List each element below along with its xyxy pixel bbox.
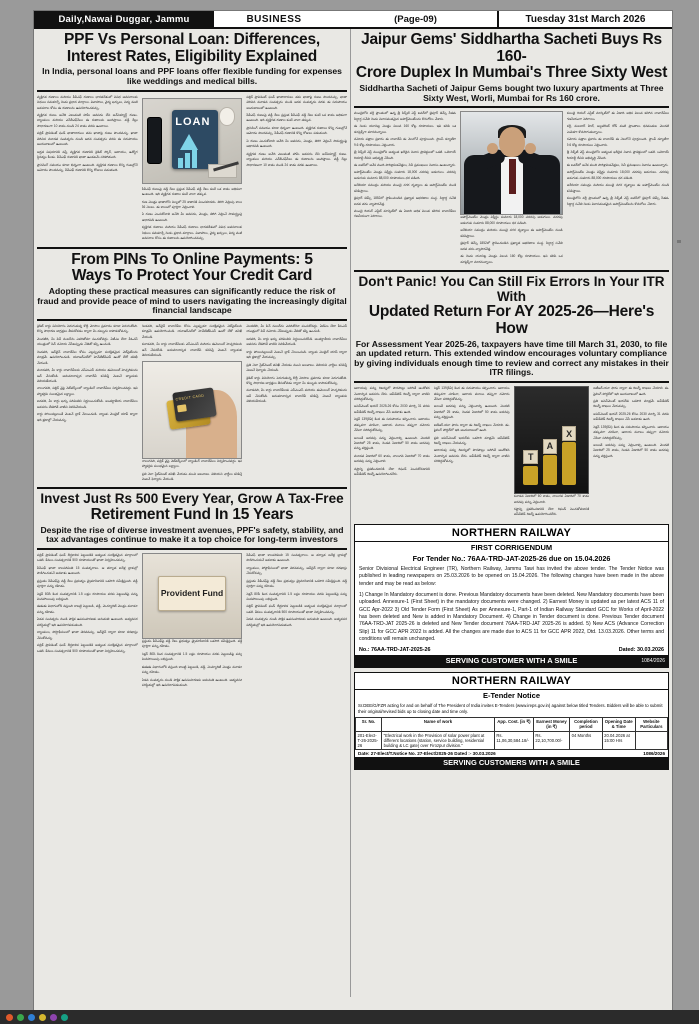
- left-column: [34, 29, 351, 997]
- jg-subhead: Siddhartha Sacheti of Jaipur Gems bought two luxury apartments at Three Sixty West, Worli, Mumbai for Rs 160 crore.: [359, 83, 664, 103]
- itr-headline-line1: Don't Panic! You Can Still Fix Errors In Your ITR With: [354, 275, 669, 304]
- cc-body-col3: మొదటిది, మీ పిన్ నంబర్‌ను ఎవరితోనూ పంచుకోవద్దు. ఏటీఎం లేదా పీఓఎస్ యంత్రంలో పిన్ నమోదు చేసేటప్పుడు చేతితో కప్పి ఉంచండి. ఐదవది, మీ కార్డు ఖర్చు పరిమితిని నిర్ణయించుకోండి. అంతర్జాతీయ లావాదేవీలు అవసరం లేకపోతే వాటిని నిలిపివేయండి. కార్డు పోయినట్లయితే వెంటనే బ్లాక్ చేయించండి. బ్యాంకు మొబైల్ యాప్ ద్వారా ఇది క్షణాల్లో చేయవచ్చు. ప్రతి నెలా స్టేట్‌మెంట్ తనిఖీ చేయడం మంచి అలవాటు. తెలియని ఛార్జీలు కనిపిస్తే వెంటనే ఫిర్యాదు చేయండి. క్రెడిట్ కార్డు వినియోగం పెరుగుతున్న కొద్దీ మోసాల ప్రమాదం కూడా పెరుగుతోంది. కొన్ని సాధారణ జాగ్రత్తలు తీసుకోవడం ద్వారా మీ డబ్బును కాపాడుకోవచ్చు. మూడవది, మీ కార్డు లావాదేవీలకు ఎస్ఎంఎస్ మరియు ఈమెయిల్ హెచ్చరికలను ఆన్ చేసుకోండి. అనుమానాస్పద లావాదేవీ కనిపిస్తే వెంటనే బ్యాంకుకు తెలియజేయండి.: [246, 324, 348, 404]
- pf-body-col1: పబ్లిక్ ప్రావిడెంట్ ఫండ్ దీర్ఘకాలిక పెట్టుబడికి అత్యంత సురక్షితమైన మార్గాలలో ఒకటి. కేవలం సంవత్సరానికి 500 రూపాయలతో ఖాతా నిర్వహించవచ్చు. పీపీఎఫ్ ఖాతా కాలపరిమితి 15 సంవత్సరాలు. ఆ తర్వాత ఐదేళ్ల బ్లాకుల్లో పొడిగించుకునే అవకాశం ఉంటుంది. ప్రస్తుతం పీపీఎఫ్‌పై వడ్డీ రేటు ప్రభుత్వం త్రైమాసికానికి ఒకసారి సమీక్షిస్తుంది. వడ్డీ పూర్తిగా పన్ను రహితం. సెక్షన్ 80సీ కింద సంవత్సరానికి 1.5 లక్షల రూపాయల వరకు పెట్టుబడిపై పన్ను మినహాయింపు లభిస్తుంది. ఈఈఈ విభాగంలోకి వస్తుంది కాబట్టి పెట్టుబడి, వడ్డీ, మెచ్యూరిటీ మొత్తం మూడూ పన్ను రహితం. ఏడవ సంవత్సరం నుండి పాక్షిక ఉపసంహరణకు అనుమతి ఉంటుంది. అత్యవసర పరిస్థితుల్లో ఇది ఉపయోగపడుతుంది. బ్యాంకులు, పోస్టాఫీసులలో ఖాతా తెరవవచ్చు. ఆన్‌లైన్ ద్వారా కూడా దరఖాస్తు చేసుకోవచ్చు. పబ్లిక్ ప్రావిడెంట్ ఫండ్ దీర్ఘకాలిక పెట్టుబడికి అత్యంత సురక్షితమైన మార్గాలలో ఒకటి. కేవలం సంవత్సరానికి 500 రూపాయలతో ఖాతా నిర్వహించవచ్చు.: [37, 552, 138, 653]
- th-website-particulars: Website Particulars: [635, 717, 667, 731]
- scroll-indicator[interactable]: [677, 240, 681, 243]
- notice1-footer-code: 1084/2026: [641, 657, 665, 664]
- article-jaipur-gems-duplex: [354, 32, 669, 267]
- cell-sr-no: 201-Elect-T-26-2025-26: [356, 731, 382, 749]
- notice2-footer-text: SERVING CUSTOMERS WITH A SMILE: [443, 758, 580, 768]
- coin-stack-2: [543, 455, 558, 485]
- th-sr-no: Sr. No.: [356, 717, 382, 731]
- article-credit-card-protection: [37, 252, 347, 485]
- notice1-tender-no: For Tender No.: 76AA-TRD-JAT-2025-26 due on 15.04.2026: [412, 553, 611, 563]
- notice2-intro: Sr.DEE/G/FZR acting for and on behalf of The President of India invites E-Tenders (www.ireps.gov.in) against below titled Tenders. Bidders will be able to submit their original/revised bids up to closing date and time only.: [358, 702, 663, 714]
- notice1-points: 1) Change In Mandatory document is done. Previous Mandatory documents have been deleted. New Mandatory documents have been uploaded. Annexure-1 (First Sheet) in the mandatory documents were changed. 2) Earnest Money is updated as per latest ACS 11 of GCC Apr-2022 3) Old Tender Form (First Sheet) As per Annexure-1, Part-1 of Indian Railway Standard GCC for Works of April-2022 has been deleted and New is added in Mandatory Document. 4) Change in Tender document is done. Previous Tender document 76AA-TRD-JAT 2025-26 is deleted and New Tender document 76AA-TRD-JAT 2025-26 is added. 5) New ACS (Advance Correction Slip) 11 for GCC APR 2022 is added. All the changes are made due to ACS 11 for GCC APR 2022, Dtd. 13.03.2026. Other terms and conditions will remain unchanged.: [359, 591, 664, 643]
- notice1-date: Dated: 30.03.2026: [618, 646, 664, 653]
- card-chip-icon: [178, 405, 188, 413]
- pf-subhead: Despite the rise of diverse investment avenues, PPF's safety, stability, and tax advantages continue to make it a top choice for long-term investors: [40, 524, 344, 545]
- taskbar-app-icon-3[interactable]: [28, 1014, 35, 1021]
- article-ppf-retirement-fund: [37, 492, 347, 690]
- cell-completion-period: 04 Months: [570, 731, 603, 749]
- cc-body-col1: క్రెడిట్ కార్డు వినియోగం పెరుగుతున్న కొద్దీ మోసాల ప్రమాదం కూడా పెరుగుతోంది. కొన్ని సాధారణ జాగ్రత్తలు తీసుకోవడం ద్వారా మీ డబ్బును కాపాడుకోవచ్చు. మొదటిది, మీ పిన్ నంబర్‌ను ఎవరితోనూ పంచుకోవద్దు. ఏటీఎం లేదా పీఓఎస్ యంత్రంలో పిన్ నమోదు చేసేటప్పుడు చేతితో కప్పి ఉంచండి. రెండవది, ఆన్‌లైన్ లావాదేవీల కోసం ఎల్లప్పుడూ సురక్షితమైన వెబ్‌సైట్‌లను మాత్రమే ఉపయోగించండి. యూఆర్‌ఎల్‌లో హెచ్‌టీటీపీఎస్ ఉందో లేదో తనిఖీ చేయండి. మూడవది, మీ కార్డు లావాదేవీలకు ఎస్ఎంఎస్ మరియు ఈమెయిల్ హెచ్చరికలను ఆన్ చేసుకోండి. అనుమానాస్పద లావాదేవీ కనిపిస్తే వెంటనే బ్యాంకుకు తెలియజేయండి. నాలుగవది, పబ్లిక్ వైఫై నెట్‌వర్క్‌లలో బ్యాంకింగ్ లావాదేవీలు నిర్వహించవద్దు. ఇవి హ్యాకర్లకు సులభమైన లక్ష్యాలు. ఐదవది, మీ కార్డు ఖర్చు పరిమితిని నిర్ణయించుకోండి. అంతర్జాతీయ లావాదేవీలు అవసరం లేకపోతే వాటిని నిలిపివేయండి. కార్డు పోయినట్లయితే వెంటనే బ్లాక్ చేయించండి. బ్యాంకు మొబైల్ యాప్ ద్వారా ఇది క్షణాల్లో చేయవచ్చు.: [37, 324, 138, 422]
- notice1-footer: [355, 655, 668, 667]
- th-name-of-work: Name of work: [382, 717, 495, 731]
- notice1-subtitle: FIRST CORRIGENDUM: [470, 542, 553, 552]
- issue-date: Tuesday 31st March 2026: [497, 11, 672, 27]
- itr-headline-line2: Updated Return For AY 2025-26—Here's How: [354, 304, 669, 337]
- notice1-title: NORTHERN RAILWAY: [355, 525, 668, 542]
- northern-railway-corrigendum-notice: [354, 524, 669, 668]
- jg-headline-line1: Jaipur Gems' Siddhartha Sacheti Buys Rs 160-: [354, 32, 669, 65]
- notice2-footer: [355, 757, 668, 769]
- pf-headline-line1: Invest Just Rs 500 Every Year, Grow A Tax-Free: [37, 492, 347, 507]
- tax-block-a: A: [543, 439, 558, 454]
- right-hand-graphic: [525, 143, 536, 154]
- pf-body-col3: పీపీఎఫ్ ఖాతా కాలపరిమితి 15 సంవత్సరాలు. ఆ తర్వాత ఐదేళ్ల బ్లాకుల్లో పొడిగించుకునే అవకాశం ఉంటుంది. బ్యాంకులు, పోస్టాఫీసులలో ఖాతా తెరవవచ్చు. ఆన్‌లైన్ ద్వారా కూడా దరఖాస్తు చేసుకోవచ్చు. ప్రస్తుతం పీపీఎఫ్‌పై వడ్డీ రేటు ప్రభుత్వం త్రైమాసికానికి ఒకసారి సమీక్షిస్తుంది. వడ్డీ పూర్తిగా పన్ను రహితం. సెక్షన్ 80సీ కింద సంవత్సరానికి 1.5 లక్షల రూపాయల వరకు పెట్టుబడిపై పన్ను మినహాయింపు లభిస్తుంది. పబ్లిక్ ప్రావిడెంట్ ఫండ్ దీర్ఘకాలిక పెట్టుబడికి అత్యంత సురక్షితమైన మార్గాలలో ఒకటి. కేవలం సంవత్సరానికి 500 రూపాయలతో ఖాతా నిర్వహించవచ్చు. ఏడవ సంవత్సరం నుండి పాక్షిక ఉపసంహరణకు అనుమతి ఉంటుంది. అత్యవసర పరిస్థితుల్లో ఇది ఉపయోగపడుతుంది.: [246, 552, 348, 627]
- ppf-body-col2: పీపీఎఫ్ రుణంపై వడ్డీ రేటు ప్రస్తుత పీపీఎఫ్ వడ్డీ రేటు కంటే ఒక శాతం అధికంగా ఉంటుంది. ఇది వ్యక్తిగత రుణాల కంటే చాలా తక్కువ. రుణ మొత్తం ఖాతాలోని నిల్వలో 25 శాతానికి మించకూడదు. తిరిగి చెల్లింపు కాలం 36 నెలలు. ఈ కాలంలో పూర్తిగా చెల్లించాలి. ఏ రుణం ఎంచుకోవాలి అనేది మీ అవసరం, మొత్తం, తిరిగి చెల్లించే సామర్థ్యంపై ఆధారపడి ఉంటుంది. వ్యక్తిగత రుణాలు మరియు పీపీఎఫ్ రుణాలు భారతదేశంలో వివిధ అవసరాలకు నిధులు సమకూర్చే రెండు ప్రధాన మార్గాలు. వివాహాలు, వైద్య ఖర్చులు, విద్య వంటి అవసరాల కోసం ఈ రుణాలను ఉపయోగించవచ్చు.: [141, 186, 243, 241]
- jg-headline-line2: Crore Duplex In Mumbai's Three Sixty West: [355, 64, 668, 82]
- coffee-cup-graphic: [219, 107, 236, 125]
- notice1-footer-text: SERVING CUSTOMER WITH A SMILE: [445, 656, 578, 666]
- ppf-body-col3: పబ్లిక్ ప్రావిడెంట్ ఫండ్ ఖాతాదారులు తమ ఖాతాపై రుణం పొందవచ్చు. ఖాతా తెరిచిన మూడవ సంవత్సరం నుండి ఆరవ సంవత్సరం వరకు ఈ సదుపాయం అందుబాటులో ఉంటుంది. పీపీఎఫ్ రుణంపై వడ్డీ రేటు ప్రస్తుత పీపీఎఫ్ వడ్డీ రేటు కంటే ఒక శాతం అధికంగా ఉంటుంది. ఇది వ్యక్తిగత రుణాల కంటే చాలా తక్కువ. ప్రాసెసింగ్ సమయం కూడా భిన్నంగా ఉంటుంది. వ్యక్తిగత రుణాలు కొన్ని గంటల్లోనే ఆమోదం పొందవచ్చు, పీపీఎఫ్ రుణానికి కొన్ని రోజులు పడుతుంది. ఏ రుణం ఎంచుకోవాలి అనేది మీ అవసరం, మొత్తం, తిరిగి చెల్లించే సామర్థ్యంపై ఆధారపడి ఉంటుంది. వ్యక్తిగత రుణం అనేది ఎటువంటి హామీ అవసరం లేని అన్‌సెక్యూర్డ్ రుణం. బ్యాంకులు మరియు ఎన్‌బీఎఫ్‌సీలు ఈ రుణాలను అందిస్తాయి. వడ్డీ రేట్లు సాధారణంగా 10 శాతం నుండి 24 శాతం వరకు ఉంటాయి.: [246, 94, 348, 167]
- pf-headline-line2: Retirement Fund In 15 Years: [37, 507, 347, 524]
- pf-body-col2: ప్రస్తుతం పీపీఎఫ్‌పై వడ్డీ రేటు ప్రభుత్వం త్రైమాసికానికి ఒకసారి సమీక్షిస్తుంది. వడ్డీ పూర్తిగా పన్ను రహితం. సెక్షన్ 80సీ కింద సంవత్సరానికి 1.5 లక్షల రూపాయల వరకు పెట్టుబడిపై పన్ను మినహాయింపు లభిస్తుంది. ఈఈఈ విభాగంలోకి వస్తుంది కాబట్టి పెట్టుబడి, వడ్డీ, మెచ్యూరిటీ మొత్తం మూడూ పన్ను రహితం. ఏడవ సంవత్సరం నుండి పాక్షిక ఉపసంహరణకు అనుమతి ఉంటుంది. అత్యవసర పరిస్థితుల్లో ఇది ఉపయోగపడుతుంది.: [141, 638, 243, 687]
- taskbar-app-icon-6[interactable]: [61, 1014, 68, 1021]
- ppf-headline-line2: Interest Rates, Eligibility Explained: [37, 49, 347, 66]
- article-ppf-vs-personal-loan: [37, 32, 347, 244]
- bar-1: [178, 158, 183, 168]
- th-app-cost: App. Cost. (in ₹): [494, 717, 533, 731]
- ppf-subhead: In India, personal loans and PPF loans offer flexible funding for expenses like weddings and medical bills.: [42, 66, 342, 87]
- th-earnest-money: Earnest Money (in ₹): [533, 717, 569, 731]
- th-opening-date: Opening Date & Time: [602, 717, 635, 731]
- cell-name-of-work: "Electrical work in the Provision of solar power plant at different locations (station, service building, residential building & LC gate) over Firozpur division.": [382, 731, 495, 749]
- section-name: BUSINESS: [246, 13, 302, 25]
- northern-railway-etender-notice: [354, 672, 669, 770]
- itr-body-col4: ఐటీఆర్-యూ ఫారం ద్వారా ఈ రిటర్న్ దాఖలు చేయాలి. ఈ-ఫైలింగ్ పోర్టల్‌లో ఇది అందుబాటులో ఉంది. ప్రతి అసెస్‌మెంట్ ఇయర్‌కు ఒకసారి మాత్రమే అప్‌డేటెడ్ రిటర్న్ దాఖలు చేయవచ్చు. అసెస్‌మెంట్ ఇయర్ 2025-26 కోసం 2030 మార్చి 31 వరకు అప్‌డేటెడ్ రిటర్న్ దాఖలు చేసే అవకాశం ఉంది. సెక్షన్ 139(8ఏ) కింద ఈ సదుపాయం కల్పించారు. ఆదాయం తక్కువగా చూపినా, ఆదాయ మూలం తప్పుగా నమోదు చేసినా సరిదిద్దుకోవచ్చు. అయితే అదనపు పన్ను చెల్లించాల్సి ఉంటుంది. మొదటి ఏడాదిలో 25 శాతం, రెండవ ఏడాదిలో 50 శాతం అదనపు పన్ను వర్తిస్తుంది.: [593, 386, 670, 458]
- tax-block-x: X: [562, 426, 577, 441]
- loan-photo-label: LOAN: [175, 115, 211, 128]
- jg-body-col3: ముంబై రియల్ ఎస్టేట్ మార్కెట్‌లో ఈ ఏడాది అధిక విలువ కలిగిన లావాదేవీలు గణనీయంగా పెరిగాయి. వర్లీ, మలబార్ హిల్, అల్టమౌంట్ రోడ్ వంటి ప్రాంతాలు ధనవంతుల మొదటి ఎంపికగా కొనసాగుతున్నాయి. నమోదు పత్రాల ప్రకారం ఈ లావాదేవీ ఈ నెలలోనే పూర్తయింది. స్టాంప్ డ్యూటీగా 9.6 కోట్ల రూపాయలు చెల్లించారు. త్రీ సిక్స్‌టీ వెస్ట్ ముంబైలోని అత్యంత ఖరీదైన నివాస ప్రాజెక్టులలో ఒకటి. ఒబెరాయ్ రియాల్టీ దీనిని అభివృద్ధి చేసింది. ఈ టవర్‌లో అనేక మంది పారిశ్రామికవేత్తలు, సినీ ప్రముఖులు నివాసం ఉంటున్నారు. అపార్ట్‌మెంట్‌ల మొత్తం విస్తీర్ణం సుమారు 18,000 చదరపు అడుగులు. చదరపు అడుగుకు సుమారు 88,000 రూపాయలు ధర పడింది. అరేబియా సముద్రం మరియు ముంబై నగర దృశ్యాలు ఈ అపార్ట్‌మెంట్‌ల నుండి కనిపిస్తాయి. ముంబైలోని వర్లీ ప్రాంతంలో ఉన్న త్రీ సిక్స్‌టీ వెస్ట్ టవర్‌లో జైపూర్ జెమ్స్ సీఈఓ సిద్ధార్థ సచేతి రెండు విలాసవంతమైన అపార్ట్‌మెంట్‌లను కొనుగోలు చేశారు.: [566, 111, 669, 206]
- cell-earnest-money: Rs. 22,10,700.00/-: [533, 731, 569, 749]
- notice2-tender-ref: Date: 27-Elect/T.Notice No. 27-Elect/2025-26 Dated :- 30.03.2026: [358, 750, 496, 756]
- ppf-body-col1: వ్యక్తిగత రుణాలు మరియు పీపీఎఫ్ రుణాలు భారతదేశంలో వివిధ అవసరాలకు నిధులు సమకూర్చే రెండు ప్రధాన మార్గాలు. వివాహాలు, వైద్య ఖర్చులు, విద్య వంటి అవసరాల కోసం ఈ రుణాలను ఉపయోగించవచ్చు. వ్యక్తిగత రుణం అనేది ఎటువంటి హామీ అవసరం లేని అన్‌సెక్యూర్డ్ రుణం. బ్యాంకులు మరియు ఎన్‌బీఎఫ్‌సీలు ఈ రుణాలను అందిస్తాయి. వడ్డీ రేట్లు సాధారణంగా 10 శాతం నుండి 24 శాతం వరకు ఉంటాయి. పబ్లిక్ ప్రావిడెంట్ ఫండ్ ఖాతాదారులు తమ ఖాతాపై రుణం పొందవచ్చు. ఖాతా తెరిచిన మూడవ సంవత్సరం నుండి ఆరవ సంవత్సరం వరకు ఈ సదుపాయం అందుబాటులో ఉంటుంది. అర్హత విషయానికి వస్తే, వ్యక్తిగత రుణానికి క్రెడిట్ స్కోర్, ఆదాయం, ఉద్యోగ స్థిరత్వం కీలకం. పీపీఎఫ్ రుణానికి ఖాతా ఉండటమే సరిపోతుంది. ప్రాసెసింగ్ సమయం కూడా భిన్నంగా ఉంటుంది. వ్యక్తిగత రుణాలు కొన్ని గంటల్లోనే ఆమోదం పొందవచ్చు, పీపీఎఫ్ రుణానికి కొన్ని రోజులు పడుతుంది.: [37, 94, 138, 172]
- etender-table: [355, 717, 668, 750]
- taskbar-app-icon-2[interactable]: [17, 1014, 24, 1021]
- notice2-subtitle: E-Tender Notice: [483, 690, 540, 700]
- cc-headline-line2: Ways To Protect Your Credit Card: [37, 268, 347, 285]
- bar-3: [192, 149, 197, 167]
- notice2-code: 1086/2026: [643, 750, 665, 756]
- head-graphic: [499, 127, 525, 157]
- notice2-title: NORTHERN RAILWAY: [355, 673, 668, 690]
- cc-headline-line1: From PINs To Online Payments: 5: [37, 252, 347, 269]
- jg-body-col2: అపార్ట్‌మెంట్‌ల మొత్తం విస్తీర్ణం సుమారు 18,000 చదరపు అడుగులు. చదరపు అడుగుకు సుమారు 88,000 రూపాయలు ధర పడింది. అరేబియా సముద్రం మరియు ముంబై నగర దృశ్యాలు ఈ అపార్ట్‌మెంట్‌ల నుండి కనిపిస్తాయి. జైపూర్ జెమ్స్ 1852లో స్థాపించబడిన ప్రఖ్యాత ఆభరణాల సంస్థ. సిద్ధార్థ సచేతి ఐదవ తరం వ్యాపారవేత్త. ఈ రెండు యూనిట్ల మొత్తం విలువ 160 కోట్ల రూపాయలు. ఇవి కలిపి ఒక డూప్లెక్స్‌గా మారనున్నాయి.: [460, 215, 563, 264]
- phone-graphic: [147, 117, 163, 164]
- tie-graphic: [509, 159, 516, 194]
- divider: [37, 90, 347, 92]
- cc-subhead: Adopting these practical measures can significantly reduce the risk of fraud and provide peace of mind to users navigating the increasingly digital financial landscape: [37, 286, 347, 316]
- ppf-headline-line1: PPF Vs Personal Loan: Differences,: [37, 32, 347, 49]
- cc-body-col2b: నాలుగవది, పబ్లిక్ వైఫై నెట్‌వర్క్‌లలో బ్యాంకింగ్ లావాదేవీలు నిర్వహించవద్దు. ఇవి హ్యాకర్లకు సులభమైన లక్ష్యాలు. ప్రతి నెలా స్టేట్‌మెంట్ తనిఖీ చేయడం మంచి అలవాటు. తెలియని ఛార్జీలు కనిపిస్తే వెంటనే ఫిర్యాదు చేయండి.: [141, 458, 243, 481]
- itr-subhead: For Assessment Year 2025-26, taxpayers have time till March 31, 2030, to file an updated return. This extended window encourages voluntary compliance by giving individuals enough time to review and correct any mistakes in their ITR filings.: [354, 338, 669, 378]
- cc-body-col2: రెండవది, ఆన్‌లైన్ లావాదేవీల కోసం ఎల్లప్పుడూ సురక్షితమైన వెబ్‌సైట్‌లను మాత్రమే ఉపయోగించండి. యూఆర్‌ఎల్‌లో హెచ్‌టీటీపీఎస్ ఉందో లేదో తనిఖీ చేయండి. మూడవది, మీ కార్డు లావాదేవీలకు ఎస్ఎంఎస్ మరియు ఈమెయిల్ హెచ్చరికలను ఆన్ చేసుకోండి. అనుమానాస్పద లావాదేవీ కనిపిస్తే వెంటనే బ్యాంకుకు తెలియజేయండి.: [141, 324, 243, 358]
- cell-app-cost: Rs. 11,06,30,584.18/-: [494, 731, 533, 749]
- table-row: [356, 731, 668, 749]
- siddhartha-sacheti-photo: [460, 111, 562, 215]
- provident-fund-sign-label: Provident Fund: [158, 576, 225, 611]
- credit-card-photo: [142, 361, 243, 459]
- newspaper-page: [33, 10, 673, 1014]
- cell-opening-date: 20.04.2026 at 15:00 Hrs: [602, 731, 635, 749]
- etender-header-row: [356, 717, 668, 731]
- publication-name: Daily,Nawai Duggar, Jammu: [34, 11, 214, 27]
- coin-stack-3: [562, 442, 577, 484]
- itr-body-col2: సెక్షన్ 139(8ఏ) కింద ఈ సదుపాయం కల్పించారు. ఆదాయం తక్కువగా చూపినా, ఆదాయ మూలం తప్పుగా నమోదు చేసినా సరిదిద్దుకోవచ్చు. అయితే అదనపు పన్ను చెల్లించాల్సి ఉంటుంది. మొదటి ఏడాదిలో 25 శాతం, రెండవ ఏడాదిలో 50 శాతం అదనపు పన్ను వర్తిస్తుంది. ఐటీఆర్-యూ ఫారం ద్వారా ఈ రిటర్న్ దాఖలు చేయాలి. ఈ-ఫైలింగ్ పోర్టల్‌లో ఇది అందుబాటులో ఉంది. ప్రతి అసెస్‌మెంట్ ఇయర్‌కు ఒకసారి మాత్రమే అప్‌డేటెడ్ రిటర్న్ దాఖలు చేయవచ్చు. ఆదాయపు పన్ను రిటర్నులో పొరపాట్లు జరిగితే ఆందోళన చెందాల్సిన అవసరం లేదు. అప్‌డేటెడ్ రిటర్న్ ద్వారా వాటిని సరిదిద్దుకోవచ్చు.: [433, 386, 510, 464]
- bar-2: [185, 153, 190, 167]
- masthead: [34, 11, 672, 29]
- notice1-reference-no: No.: 76AA-TRD-JAT-2025-26: [359, 646, 431, 653]
- itr-body-col3: మూడవ ఏడాదిలో 60 శాతం, నాలుగవ ఏడాదిలో 70 శాతం అదనపు పన్ను చెల్లించాలి. నష్టాన్ని ప్రకటించడానికి లేదా రిఫండ్ పెంచుకోవడానికి అప్‌డేటెడ్ రిటర్న్ ఉపయోగించలేరు.: [513, 494, 590, 517]
- itr-body-col1: ఆదాయపు పన్ను రిటర్నులో పొరపాట్లు జరిగితే ఆందోళన చెందాల్సిన అవసరం లేదు. అప్‌డేటెడ్ రిటర్న్ ద్వారా వాటిని సరిదిద్దుకోవచ్చు. అసెస్‌మెంట్ ఇయర్ 2025-26 కోసం 2030 మార్చి 31 వరకు అప్‌డేటెడ్ రిటర్న్ దాఖలు చేసే అవకాశం ఉంది. సెక్షన్ 139(8ఏ) కింద ఈ సదుపాయం కల్పించారు. ఆదాయం తక్కువగా చూపినా, ఆదాయ మూలం తప్పుగా నమోదు చేసినా సరిదిద్దుకోవచ్చు. అయితే అదనపు పన్ను చెల్లించాల్సి ఉంటుంది. మొదటి ఏడాదిలో 25 శాతం, రెండవ ఏడాదిలో 50 శాతం అదనపు పన్ను వర్తిస్తుంది. మూడవ ఏడాదిలో 60 శాతం, నాలుగవ ఏడాదిలో 70 శాతం అదనపు పన్ను చెల్లించాలి. నష్టాన్ని ప్రకటించడానికి లేదా రిఫండ్ పెంచుకోవడానికి అప్‌డేటెడ్ రిటర్న్ ఉపయోగించలేరు.: [354, 386, 430, 477]
- taskbar[interactable]: [0, 1010, 699, 1024]
- taskbar-app-icon-1[interactable]: [6, 1014, 13, 1021]
- page-number: (Page-09): [394, 13, 437, 25]
- jg-body-col1: ముంబైలోని వర్లీ ప్రాంతంలో ఉన్న త్రీ సిక్స్‌టీ వెస్ట్ టవర్‌లో జైపూర్ జెమ్స్ సీఈఓ సిద్ధార్థ సచేతి రెండు విలాసవంతమైన అపార్ట్‌మెంట్‌లను కొనుగోలు చేశారు. ఈ రెండు యూనిట్ల మొత్తం విలువ 160 కోట్ల రూపాయలు. ఇవి కలిపి ఒక డూప్లెక్స్‌గా మారనున్నాయి. నమోదు పత్రాల ప్రకారం ఈ లావాదేవీ ఈ నెలలోనే పూర్తయింది. స్టాంప్ డ్యూటీగా 9.6 కోట్ల రూపాయలు చెల్లించారు. త్రీ సిక్స్‌టీ వెస్ట్ ముంబైలోని అత్యంత ఖరీదైన నివాస ప్రాజెక్టులలో ఒకటి. ఒబెరాయ్ రియాల్టీ దీనిని అభివృద్ధి చేసింది. ఈ టవర్‌లో అనేక మంది పారిశ్రామికవేత్తలు, సినీ ప్రముఖులు నివాసం ఉంటున్నారు. అపార్ట్‌మెంట్‌ల మొత్తం విస్తీర్ణం సుమారు 18,000 చదరపు అడుగులు. చదరపు అడుగుకు సుమారు 88,000 రూపాయలు ధర పడింది. అరేబియా సముద్రం మరియు ముంబై నగర దృశ్యాలు ఈ అపార్ట్‌మెంట్‌ల నుండి కనిపిస్తాయి. జైపూర్ జెమ్స్ 1852లో స్థాపించబడిన ప్రఖ్యాత ఆభరణాల సంస్థ. సిద్ధార్థ సచేతి ఐదవ తరం వ్యాపారవేత్త. ముంబై రియల్ ఎస్టేట్ మార్కెట్‌లో ఈ ఏడాది అధిక విలువ కలిగిన లావాదేవీలు గణనీయంగా పెరిగాయి.: [354, 111, 457, 219]
- tax-block-t: T: [523, 450, 538, 465]
- article-itr-updated-return: [354, 275, 669, 520]
- taskbar-app-icon-5[interactable]: [50, 1014, 57, 1021]
- notice1-intro: Senior Divisional Electrical Engineer (TR), Northern Railway, Jammu Tawi has invited the above tender. The Tender Notice was published in leading newspapers on 25.03.2026 to be opened on 15.04.2026. The following changes have been made in the above tender and may be read as below:: [359, 565, 664, 587]
- th-completion-period: Completion period: [570, 717, 603, 731]
- coin-stack-1: [523, 466, 538, 485]
- loan-photo: [142, 98, 243, 184]
- card-label: CREDIT CARD: [175, 393, 205, 402]
- provident-fund-photo: [142, 553, 243, 639]
- right-column: [351, 29, 672, 997]
- cell-website-particulars: [635, 731, 667, 749]
- growth-arrow-icon: [180, 134, 198, 150]
- tax-photo: [514, 386, 590, 494]
- taskbar-app-icon-4[interactable]: [39, 1014, 46, 1021]
